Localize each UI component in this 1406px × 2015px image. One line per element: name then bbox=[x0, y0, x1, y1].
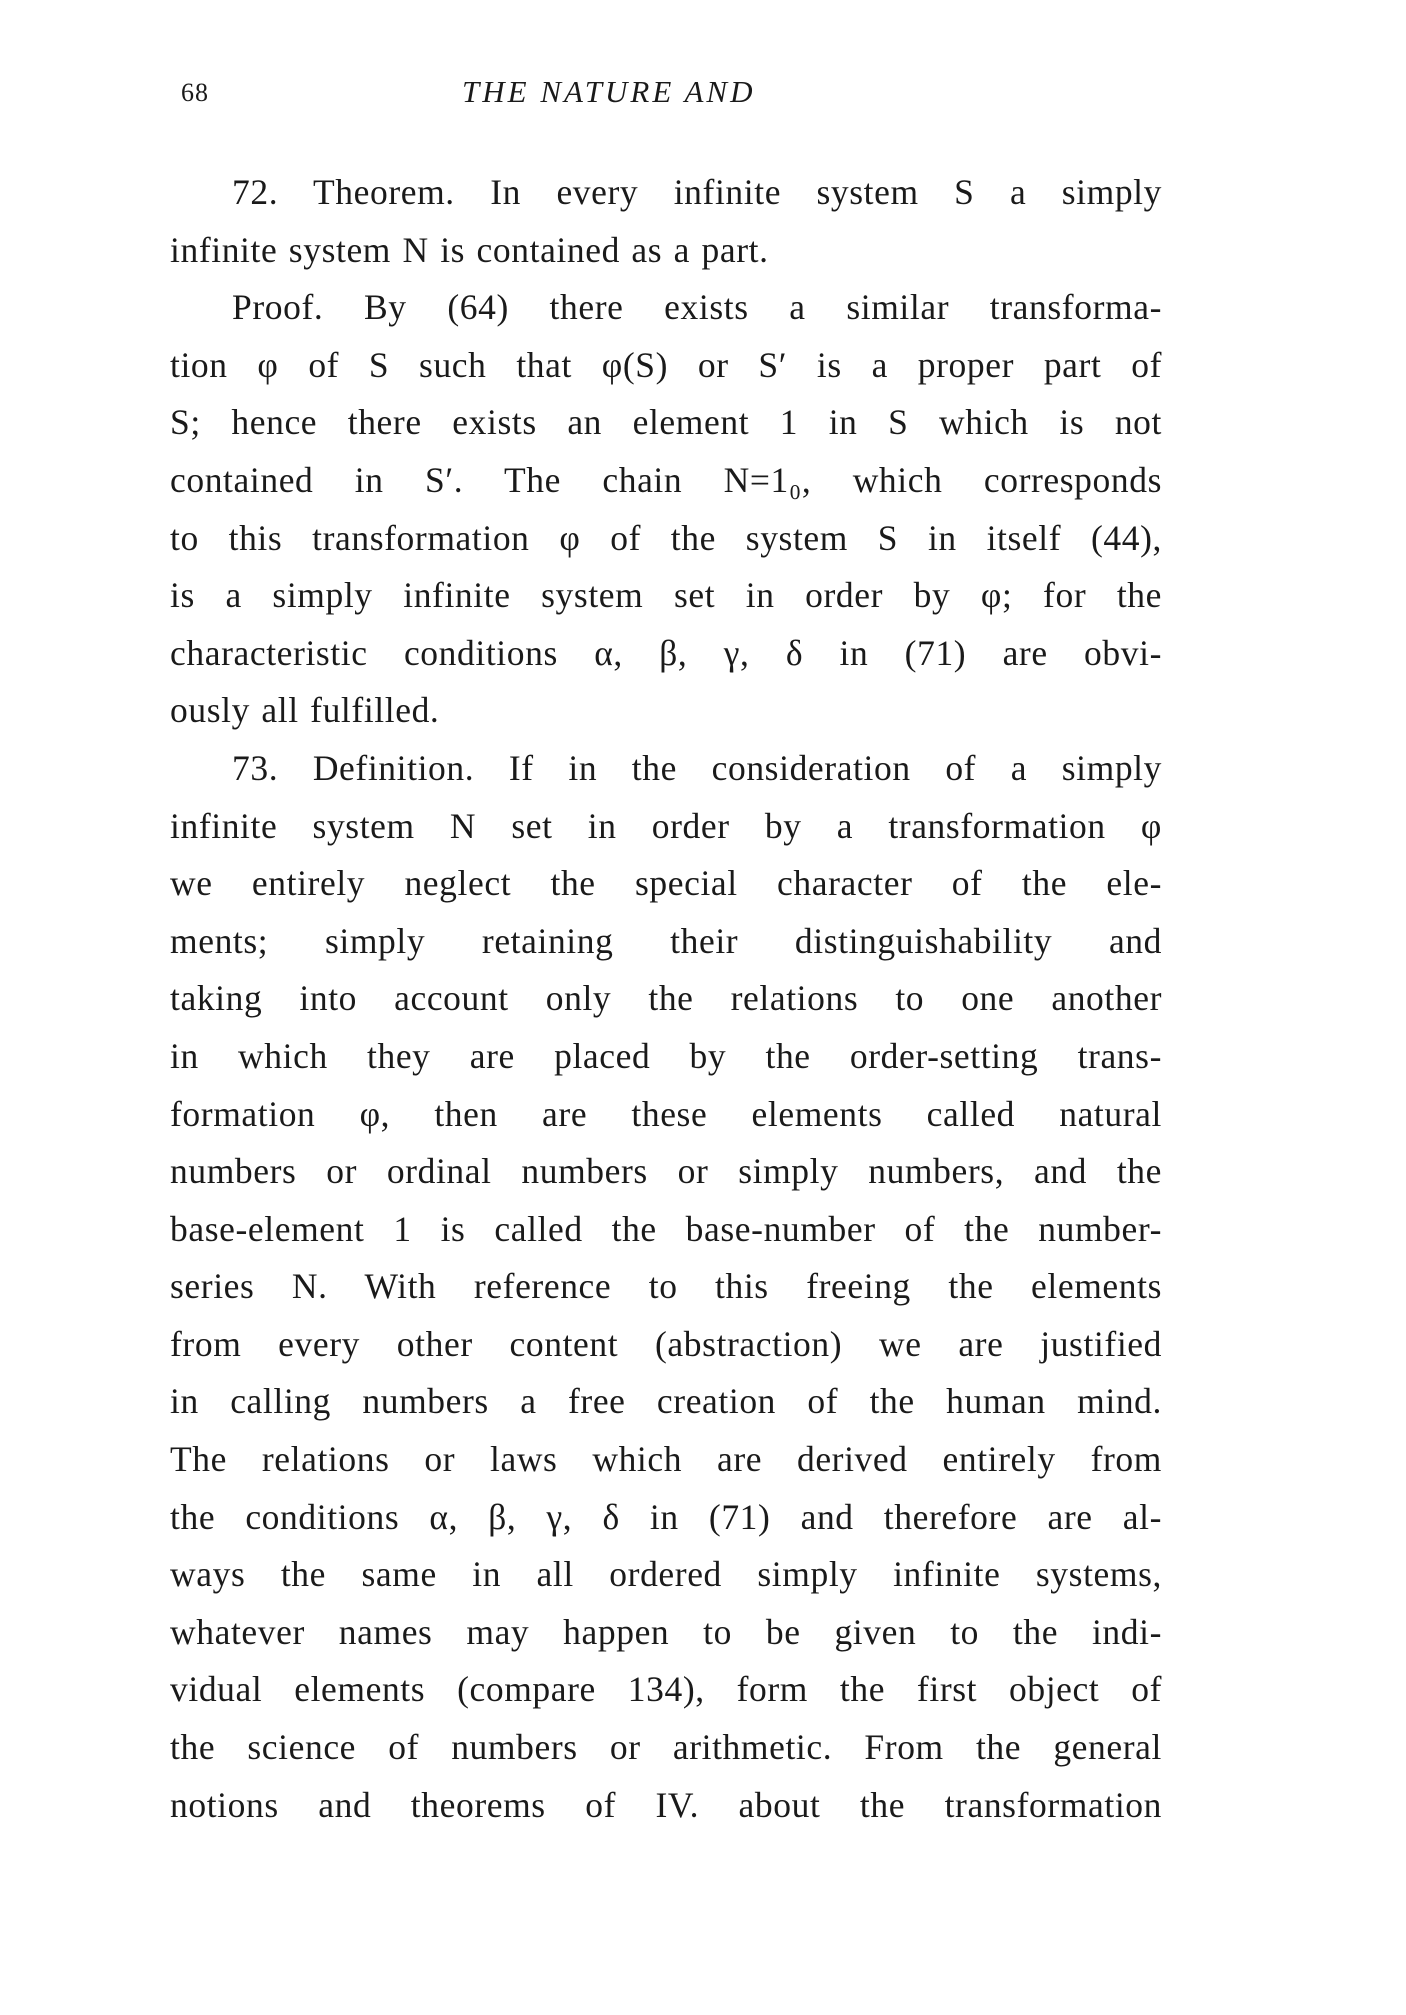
definition-73-line: numbers or ordinal numbers or simply numbers, and the bbox=[170, 1151, 1162, 1192]
definition-73-line: formation φ, then are these elements called natural bbox=[170, 1093, 1162, 1134]
running-head: THE NATURE AND bbox=[462, 74, 756, 109]
definition-73-line: the science of numbers or arithmetic. From the general bbox=[170, 1727, 1162, 1768]
definition-73-line: from every other content (abstraction) we are justified bbox=[170, 1323, 1162, 1364]
proof-line: to this transformation φ of the system S in itself (44), bbox=[170, 517, 1162, 558]
proof-line: ously all fulfilled. bbox=[170, 690, 440, 731]
definition-73-line: infinite system N set in order by a transformation φ bbox=[170, 805, 1162, 846]
proof-line: contained in S′. The chain N=1₀, which corresponds bbox=[170, 459, 1162, 500]
definition-73-line: ways the same in all ordered simply infinite systems, bbox=[170, 1554, 1162, 1595]
definition-73-line: base-element 1 is called the base-number of the number- bbox=[170, 1208, 1162, 1249]
proof-line: tion φ of S such that φ(S) or S′ is a proper part of bbox=[170, 344, 1162, 385]
definition-73-line: the conditions α, β, γ, δ in (71) and therefore are al- bbox=[170, 1496, 1162, 1537]
definition-73-line: in calling numbers a free creation of the human mind. bbox=[170, 1381, 1162, 1422]
definition-73-line: 73. Definition. If in the consideration of a simply bbox=[232, 747, 1162, 788]
definition-73-line: taking into account only the relations to one another bbox=[170, 978, 1162, 1019]
proof-line: characteristic conditions α, β, γ, δ in (71) are obvi- bbox=[170, 632, 1162, 673]
proof-line: Proof. By (64) there exists a similar transforma- bbox=[232, 287, 1162, 328]
definition-73-line: The relations or laws which are derived entirely from bbox=[170, 1439, 1162, 1480]
proof-line: S; hence there exists an element 1 in S which is not bbox=[170, 402, 1162, 443]
definition-73-line: in which they are placed by the order-setting trans- bbox=[170, 1035, 1162, 1076]
definition-73-line: ments; simply retaining their distinguishability and bbox=[170, 920, 1162, 961]
definition-73-line: vidual elements (compare 134), form the first object of bbox=[170, 1669, 1162, 1710]
definition-73-line: notions and theorems of IV. about the transformation bbox=[170, 1784, 1162, 1825]
page-number: 68 bbox=[181, 78, 209, 107]
body-text bbox=[170, 164, 1162, 1834]
definition-73-line: whatever names may happen to be given to the indi- bbox=[170, 1611, 1162, 1652]
definition-73-line: we entirely neglect the special character of the ele- bbox=[170, 863, 1162, 904]
definition-73-line: series N. With reference to this freeing the elements bbox=[170, 1266, 1162, 1307]
page-header bbox=[0, 74, 1406, 114]
proof-line: is a simply infinite system set in order by φ; for the bbox=[170, 575, 1162, 616]
theorem-72-line: infinite system N is contained as a part. bbox=[170, 229, 769, 270]
theorem-72-line: 72. Theorem. In every infinite system S a simply bbox=[232, 172, 1162, 212]
